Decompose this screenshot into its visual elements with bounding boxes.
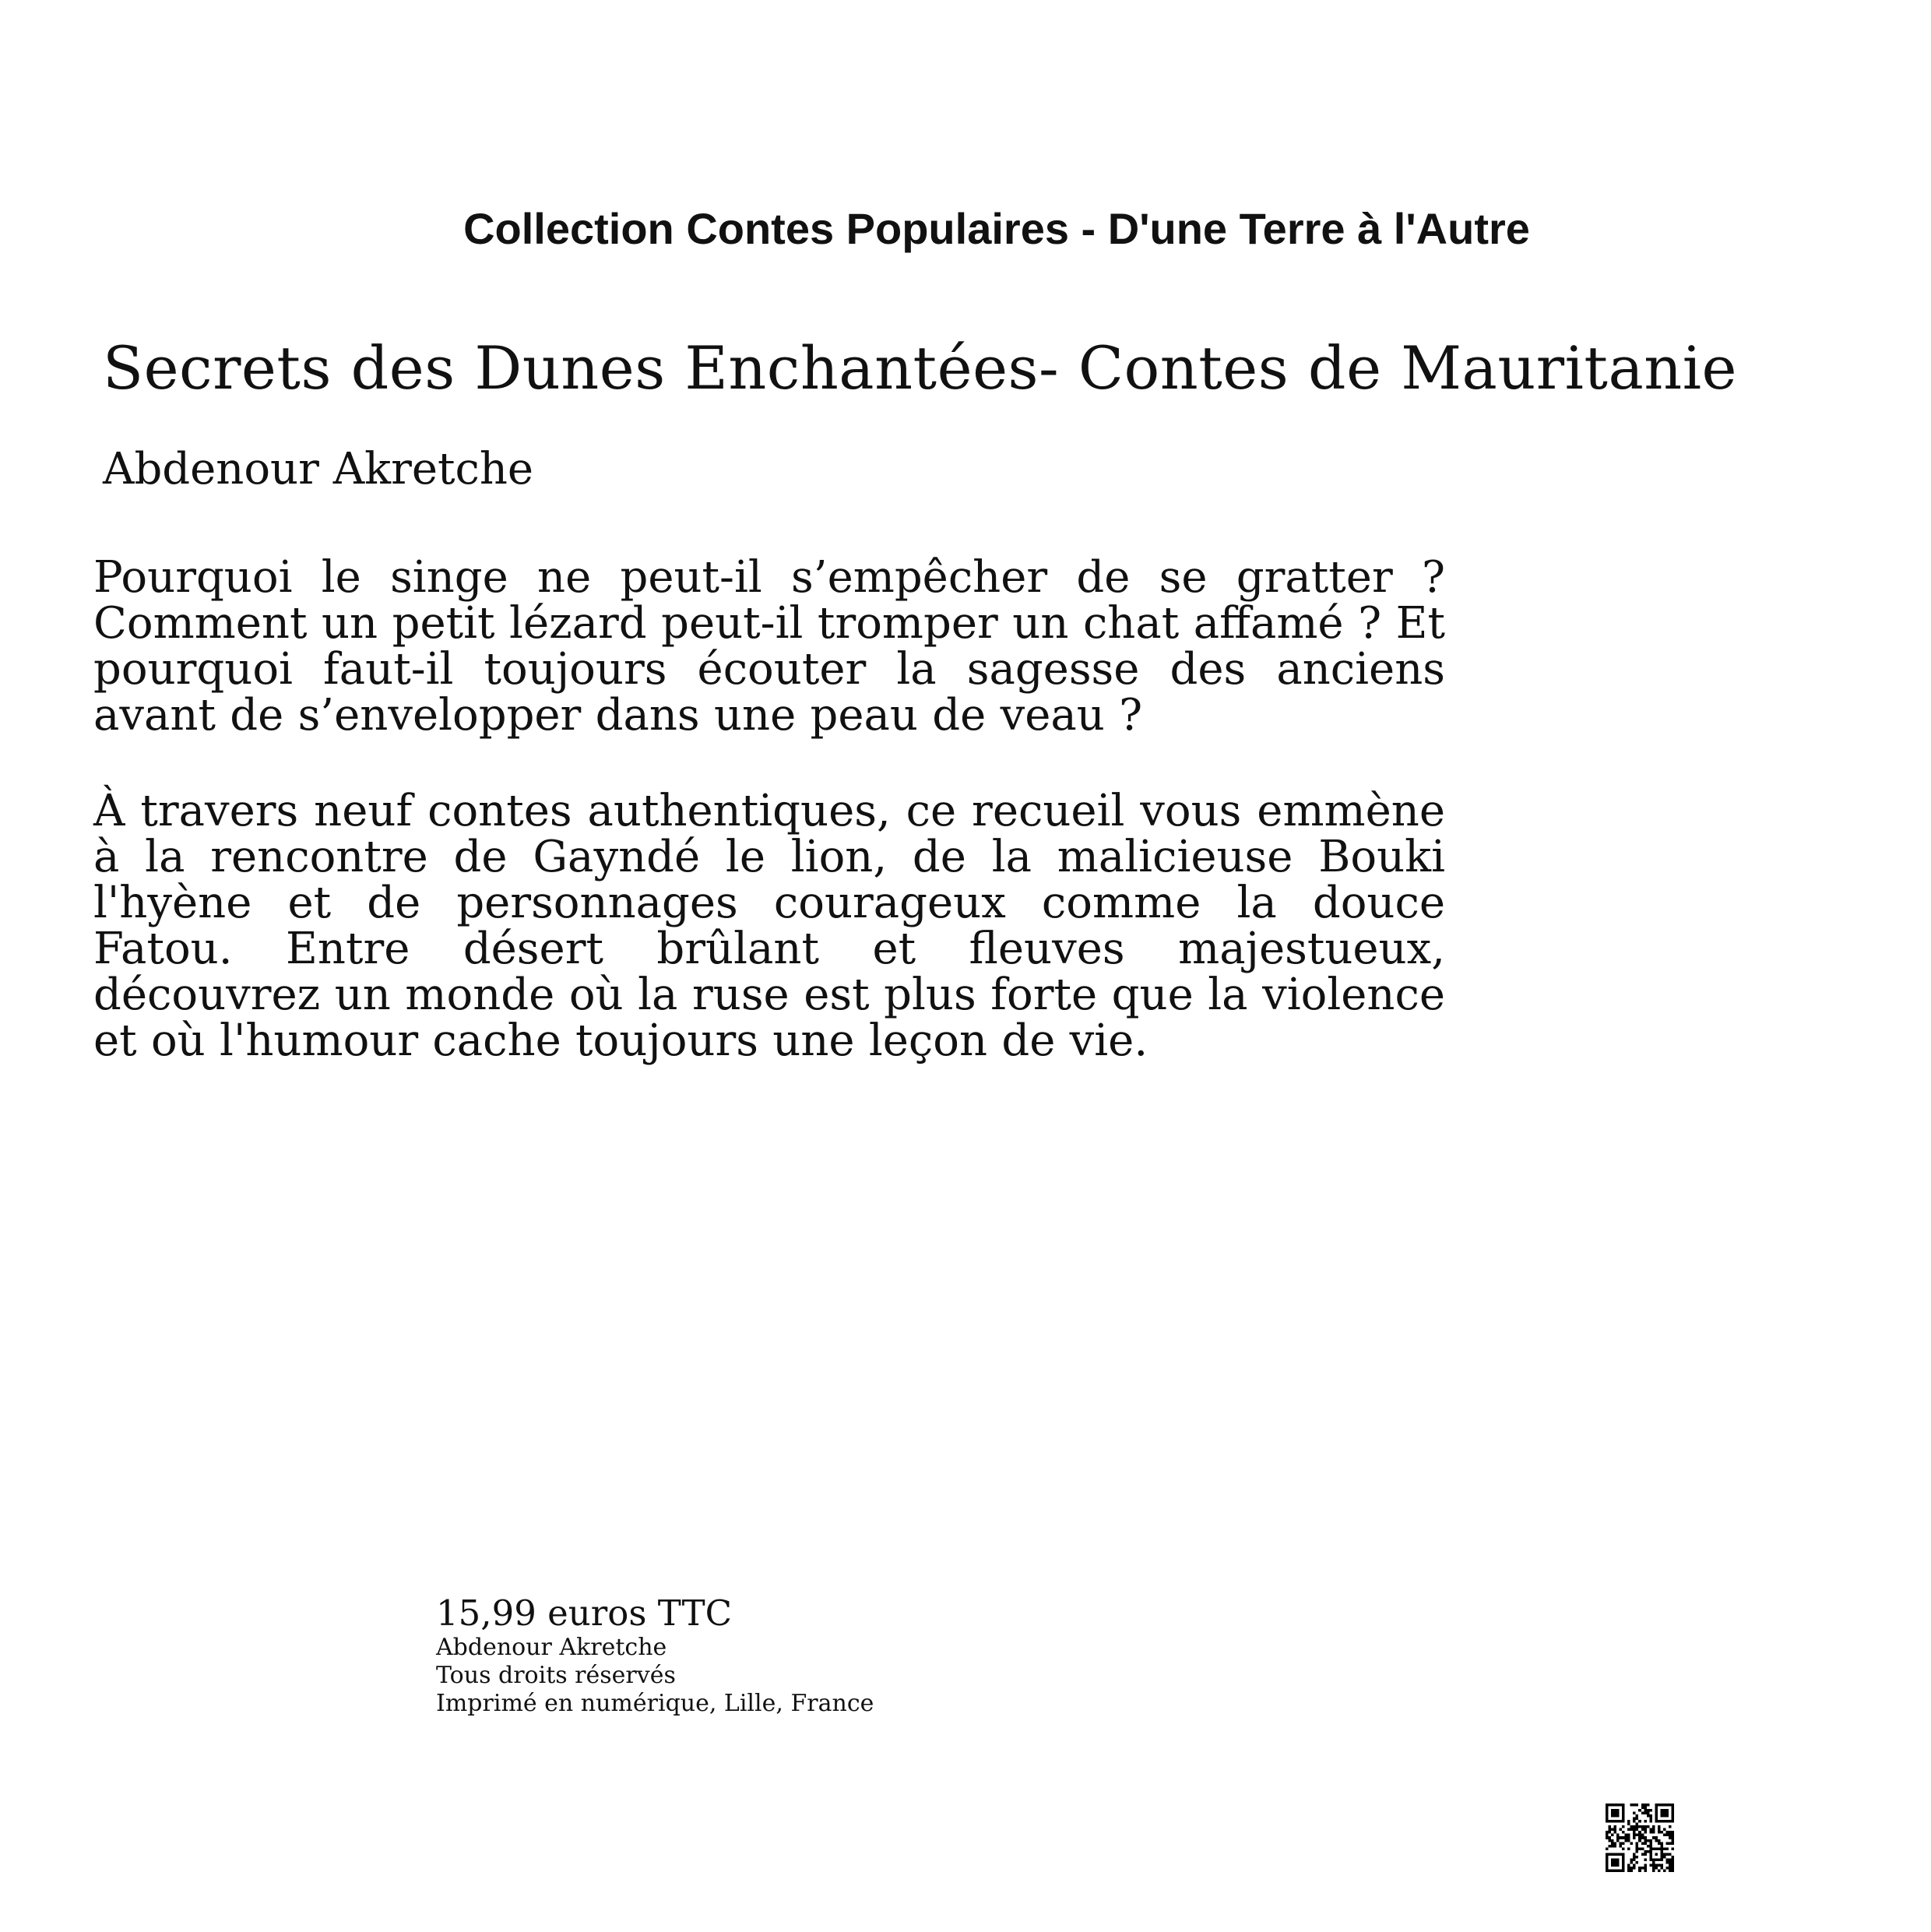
price-label: 15,99 euros TTC (436, 1592, 733, 1634)
collection-title: Collection Contes Populaires - D'une Terre à l'Autre (463, 204, 1530, 253)
rights-notice: Tous droits réservés (436, 1662, 676, 1689)
author-name: Abdenour Akretche (103, 444, 534, 494)
imprint-block (436, 1593, 874, 1718)
blurb-paragraph: À travers neuf contes authentiques, ce recueil vous emmène à la rencontre de Gayndé le lion, de la malicieuse Bouki l'hyène et de personnages courageux comme la douce Fatou. Entre désert brûlant et fleuves majestueux, découvrez un monde où la ruse est plus forte que la violence et où l'humour cache toujours une leçon de vie. (93, 786, 1445, 1066)
qr-code-icon (1606, 1804, 1674, 1872)
blurb-paragraph: Pourquoi le singe ne peut-il s’empêcher de se gratter ? Comment un petit lézard peut-il tromper un chat affamé ? Et pourquoi faut-il toujours écouter la sagesse des anciens avant de s’envelopper dans une peau de veau ? (93, 552, 1445, 741)
book-title: Secrets des Dunes Enchantées- Contes de Mauritanie (103, 333, 1738, 403)
print-location: Imprimé en numérique, Lille, France (436, 1690, 874, 1717)
back-cover-blurb (93, 554, 1445, 1114)
imprint-author: Abdenour Akretche (436, 1634, 667, 1661)
